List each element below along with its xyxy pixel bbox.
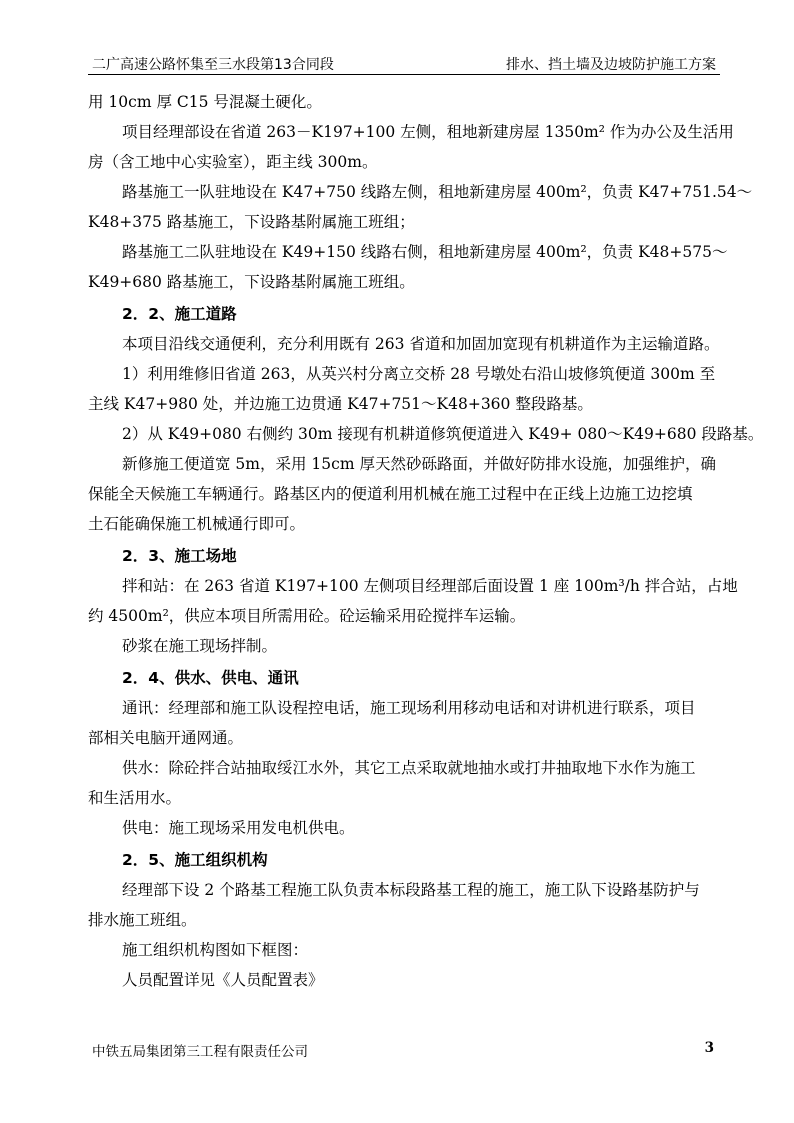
text-line: 施工组织机构图如下框图： — [122, 941, 309, 959]
section-heading: 2．5、施工组织机构 — [122, 851, 268, 869]
text-line: 用 10cm 厚 C15 号混凝土硬化。 — [88, 93, 322, 111]
section-heading: 2．4、供水、供电、通讯 — [122, 669, 299, 687]
text-line: 路基施工一队驻地设在 K47+750 线路左侧，租地新建房屋 400m²，负责 K47+751.54～ — [122, 183, 753, 201]
text-line: 拌和站：在 263 省道 K197+100 左侧项目经理部后面设置 1 座 100m³/h 拌合站，占地 — [122, 577, 738, 595]
text-line: K48+375 路基施工，下设路基附属施工班组； — [88, 213, 415, 231]
text-line: 土石能确保施工机械通行即可。 — [88, 515, 306, 533]
text-line: 新修施工便道宽 5m，采用 15cm 厚天然砂砾路面，并做好防排水设施，加强维护，确 — [122, 455, 716, 473]
text-line: 主线 K47+980 处，并边施工边贯通 K47+751～K48+360 整段路基。 — [88, 395, 593, 413]
header-project-name: 二广高速公路怀集至三水段第13合同段 — [92, 57, 334, 73]
text-line: 项目经理部设在省道 263－K197+100 左侧，租地新建房屋 1350m² 作为办公及生活用 — [122, 123, 734, 141]
text-line: 本项目沿线交通便利，充分利用既有 263 省道和加固加宽现有机耕道作为主运输道路。 — [122, 335, 720, 353]
text-line: 路基施工二队驻地设在 K49+150 线路右侧，租地新建房屋 400m²，负责 K48+575～ — [122, 243, 728, 261]
text-line: 通讯：经理部和施工队设程控电话，施工现场利用移动电话和对讲机进行联系，项目 — [122, 699, 696, 717]
section-heading: 2．2、施工道路 — [122, 305, 237, 323]
text-line: 经理部下设 2 个路基工程施工队负责本标段路基工程的施工，施工队下设路基防护与 — [122, 881, 700, 899]
text-line: 保能全天候施工车辆通行。路基区内的便道利用机械在施工过程中在正线上边施工边挖填 — [88, 485, 693, 503]
footer-company-name: 中铁五局集团第三工程有限责任公司 — [92, 1044, 308, 1060]
text-line: 人员配置详见《人员配置表》 — [122, 971, 324, 989]
page-header — [88, 48, 720, 75]
text-line: K49+680 路基施工，下设路基附属施工班组。 — [88, 273, 415, 291]
page-number: 3 — [704, 1040, 714, 1056]
text-line: 供水：除砼拌合站抽取绥江水外，其它工点采取就地抽水或打井抽取地下水作为施工 — [122, 759, 696, 777]
text-line: 约 4500m²，供应本项目所需用砼。砼运输采用砼搅拌车运输。 — [88, 607, 526, 625]
text-line: 排水施工班组。 — [88, 911, 197, 929]
text-line: 2）从 K49+080 右侧约 30m 接现有机耕道修筑便道进入 K49+ 080～K49+680 段路基。 — [122, 425, 764, 443]
text-line: 和生活用水。 — [88, 789, 182, 807]
header-document-title: 排水、挡土墙及边坡防护施工方案 — [506, 57, 716, 73]
text-line: 1）利用维修旧省道 263，从英兴村分离立交桥 28 号墩处右沿山坡修筑便道 300m 至 — [122, 365, 716, 383]
text-line: 砂浆在施工现场拌制。 — [122, 637, 278, 655]
text-line: 部相关电脑开通网通。 — [88, 729, 244, 747]
text-line: 房（含工地中心实验室），距主线 300m。 — [88, 153, 378, 171]
section-heading: 2．3、施工场地 — [122, 547, 237, 565]
text-line: 供电：施工现场采用发电机供电。 — [122, 819, 355, 837]
